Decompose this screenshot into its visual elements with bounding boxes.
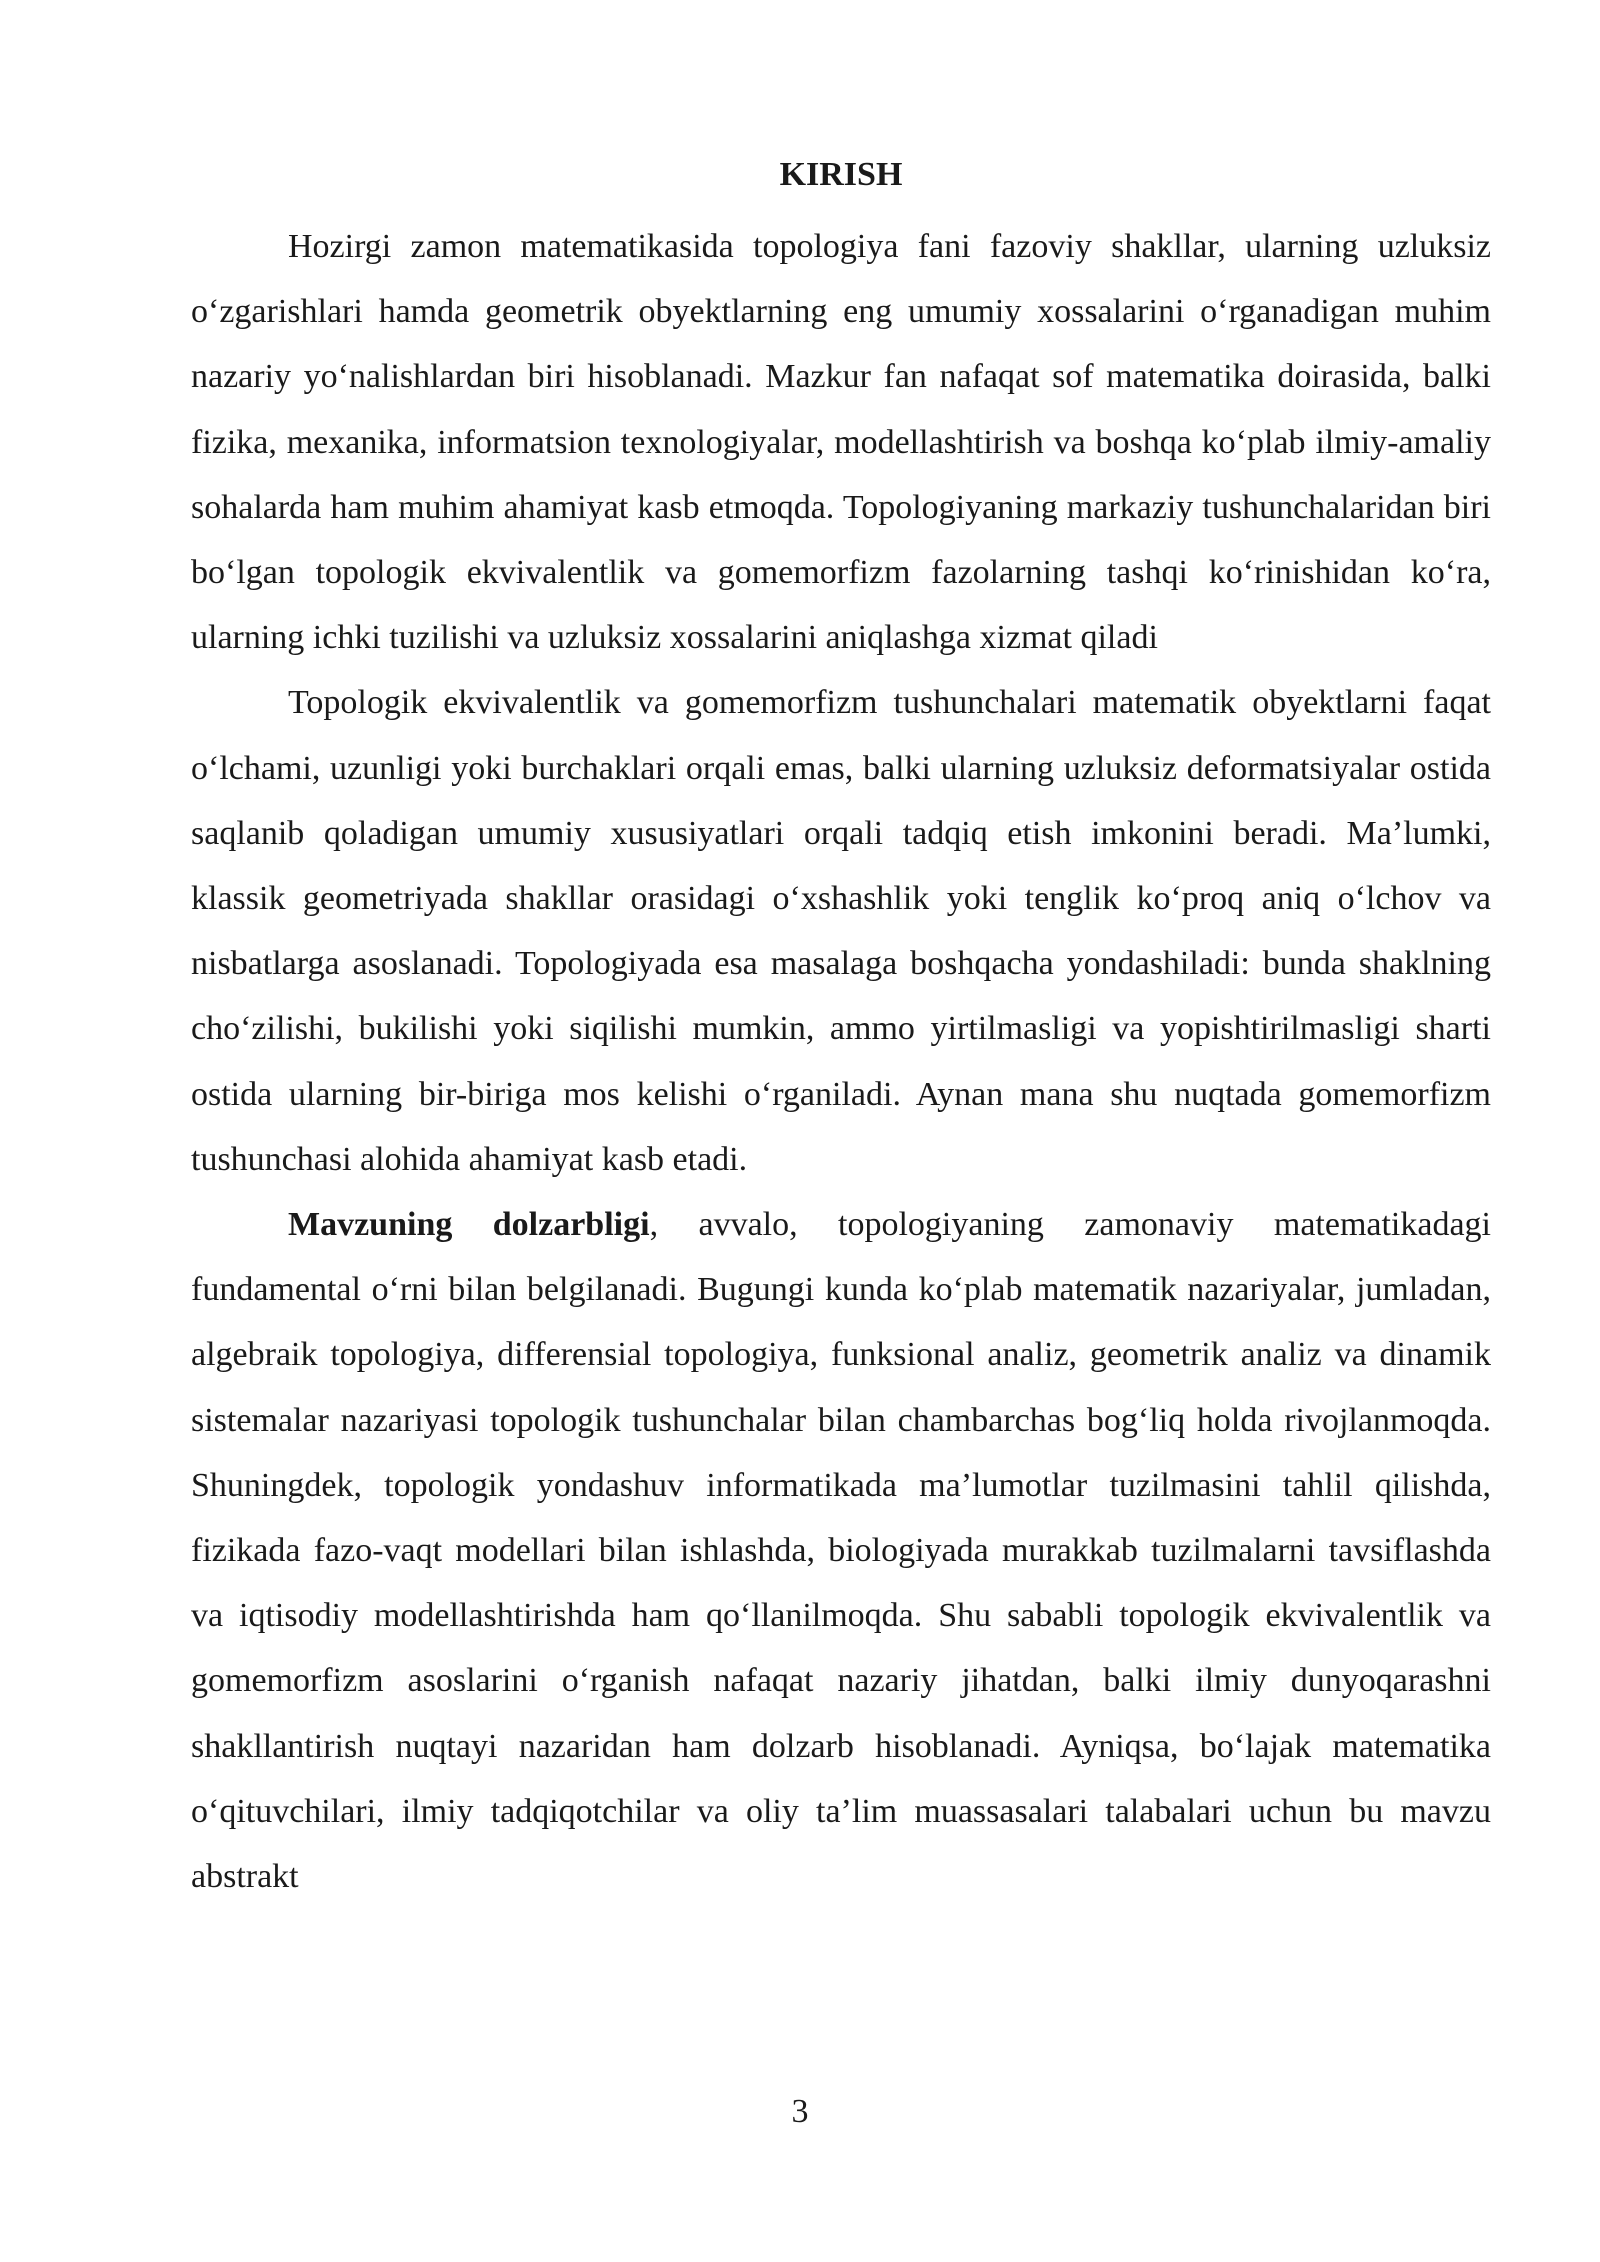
page-body (191, 150, 1491, 1909)
paragraph-text: Topologik ekvivalentlik va gomemorfizm tushunchalari matematik obyektlarni faqat o‘lchami, uzunligi yoki burchaklari orqali emas, balki ularning uzluksiz deformatsiyalar ostida saqlanib qoladigan umumiy xususiyatlari orqali tadqiq etish imkonini beradi. Ma’lumki, klassik geometriyada shakllar orasidagi o‘xshashlik yoki tenglik ko‘proq aniq o‘lchov va nisbatlarga asoslanadi. Topologiyada esa masalaga boshqacha yondashiladi: bunda shaklning cho‘zilishi, bukilishi yoki siqilishi mumkin, ammo yirtilmasligi va yopishtirilmasligi sharti ostida ularning bir-biriga mos kelishi o‘rganiladi. Aynan mana shu nuqtada gomemorfizm tushunchasi alohida ahamiyat kasb etadi. (191, 684, 1491, 1178)
paragraph-bold-lead: Mavzuning dolzarbligi (288, 1206, 650, 1244)
paragraph-text: Hozirgi zamon matematikasida topologiya fani fazoviy shakllar, ularning uzluksiz o‘zgarishlari hamda geometrik obyektlarning eng umumiy xossalarini o‘rganadigan muhim nazariy yo‘nalishlardan biri hisoblanadi. Mazkur fan nafaqat sof matematika doirasida, balki fizika, mexanika, informatsion texnologiyalar, modellashtirish va boshqa ko‘plab ilmiy-amaliy sohalarda ham muhim ahamiyat kasb etmoqda. Topologiyaning markaziy tushunchalaridan biri bo‘lgan topologik ekvivalentlik va gomemorfizm fazolarning tashqi ko‘rinishidan ko‘ra, ularning ichki tuzilishi va uzluksiz xossalarini aniqlashga xizmat qiladi (191, 228, 1491, 657)
paragraph-relevance (191, 1192, 1491, 1909)
page-number: 3 (791, 2093, 809, 2130)
paragraph-intro (191, 214, 1491, 670)
paragraph-text: , avvalo, topologiyaning zamonaviy matematikadagi fundamental o‘rni bilan belgilanadi. Bugungi kunda ko‘plab matematik nazariyalar, jumladan, algebraik topologiya, differensial topologiya, funksional analiz, geometrik analiz va dinamik sistemalar nazariyasi topologik tushunchalar bilan chambarchas bog‘liq holda rivojlanmoqda. Shuningdek, topologik yondashuv informatikada ma’lumotlar tuzilmasini tahlil qilishda, fizikada fazo-vaqt modellari bilan ishlashda, biologiyada murakkab tuzilmalarni tavsiflashda va iqtisodiy modellashtirishda ham qo‘llanilmoqda. Shu sababli topologik ekvivalentlik va gomemorfizm asoslarini o‘rganish nafaqat nazariy jihatdan, balki ilmiy dunyoqarashni shakllantirish nuqtayi nazaridan ham dolzarb hisoblanadi. Ayniqsa, bo‘lajak matematika o‘qituvchilari, ilmiy tadqiqotchilar va oliy ta’lim muassasalari talabalari uchun bu mavzu abstrakt (191, 1206, 1492, 1896)
section-heading: KIRISH (779, 156, 903, 193)
paragraph-equivalence (191, 670, 1491, 1192)
